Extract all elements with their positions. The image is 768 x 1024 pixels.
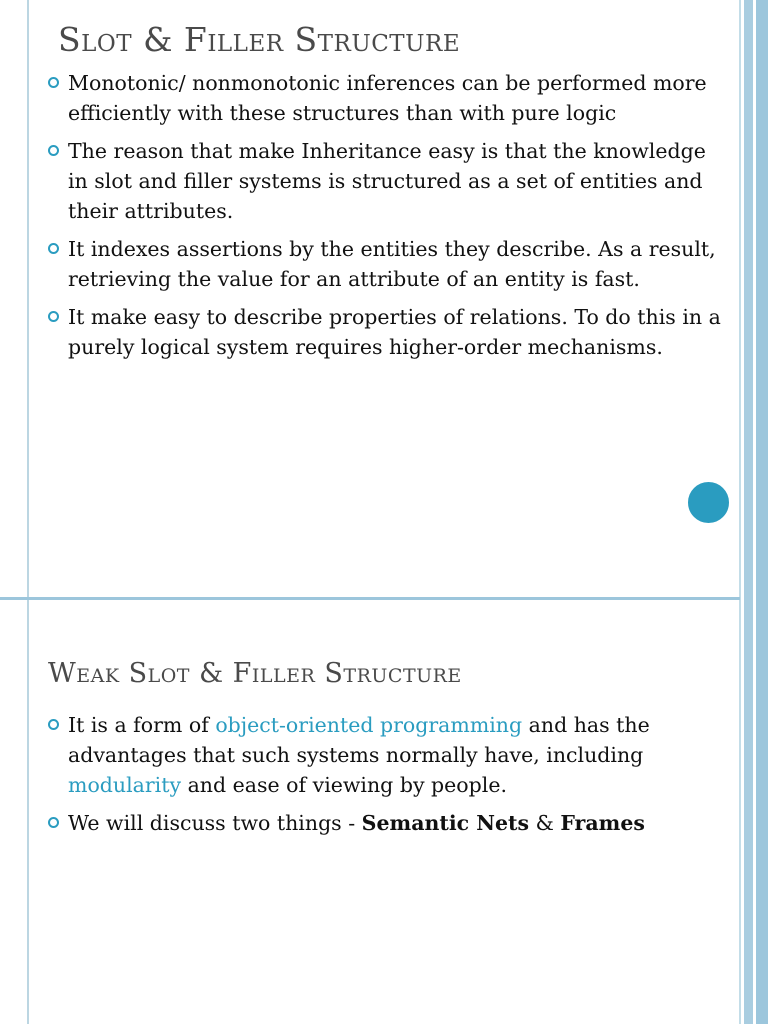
bullet-list <box>48 68 728 362</box>
list-item <box>48 302 728 362</box>
list-item <box>48 234 728 294</box>
bullet-text: Monotonic/ nonmonotonic inferences can be performed more efficiently with these structures than with pure logic <box>68 71 707 125</box>
bullet-text-part: and ease of viewing by people. <box>181 773 507 797</box>
hollow-circle-bullet-icon <box>48 145 59 156</box>
hollow-circle-bullet-icon <box>48 719 59 730</box>
list-item <box>48 68 728 128</box>
bullet-text-part: and has the advantages that such systems normally have, including <box>68 713 650 767</box>
slide-divider <box>0 597 740 600</box>
hollow-circle-bullet-icon <box>48 77 59 88</box>
object-oriented-programming-link[interactable]: object-oriented programming <box>215 713 523 737</box>
frames-term: Frames <box>560 811 645 835</box>
hollow-circle-bullet-icon <box>48 817 59 828</box>
list-item <box>48 136 728 226</box>
modularity-link[interactable]: modularity <box>68 773 182 797</box>
bullet-text: It make easy to describe properties of relations. To do this in a purely logical system requires higher-order mechanisms. <box>68 305 721 359</box>
right-decor-band <box>744 0 753 1024</box>
filled-circle-icon <box>685 479 732 526</box>
slide-title: Weak Slot & Filler Structure <box>48 658 462 689</box>
hollow-circle-bullet-icon <box>48 311 59 322</box>
slide-weak-slot-filler-structure <box>48 654 728 846</box>
bullet-text: The reason that make Inheritance easy is that the knowledge in slot and filler systems is structured as a set of entities and their attributes. <box>68 139 706 223</box>
list-item <box>48 710 728 800</box>
bullet-text-part: It is a form of <box>68 713 216 737</box>
bullet-text-part: We will discuss two things - <box>68 811 362 835</box>
hollow-circle-bullet-icon <box>48 243 59 254</box>
left-margin-line <box>27 0 29 1024</box>
list-item <box>48 808 728 838</box>
slide-title: Slot & Filler Structure <box>58 20 461 59</box>
bullet-text-part: & <box>529 811 561 835</box>
bullet-list <box>48 710 728 838</box>
semantic-nets-term: Semantic Nets <box>361 811 530 835</box>
slide-slot-filler-structure <box>48 18 728 370</box>
bullet-text: It indexes assertions by the entities they describe. As a result, retrieving the value for an attribute of an entity is fast. <box>68 237 716 291</box>
right-decor-band <box>756 0 768 1024</box>
